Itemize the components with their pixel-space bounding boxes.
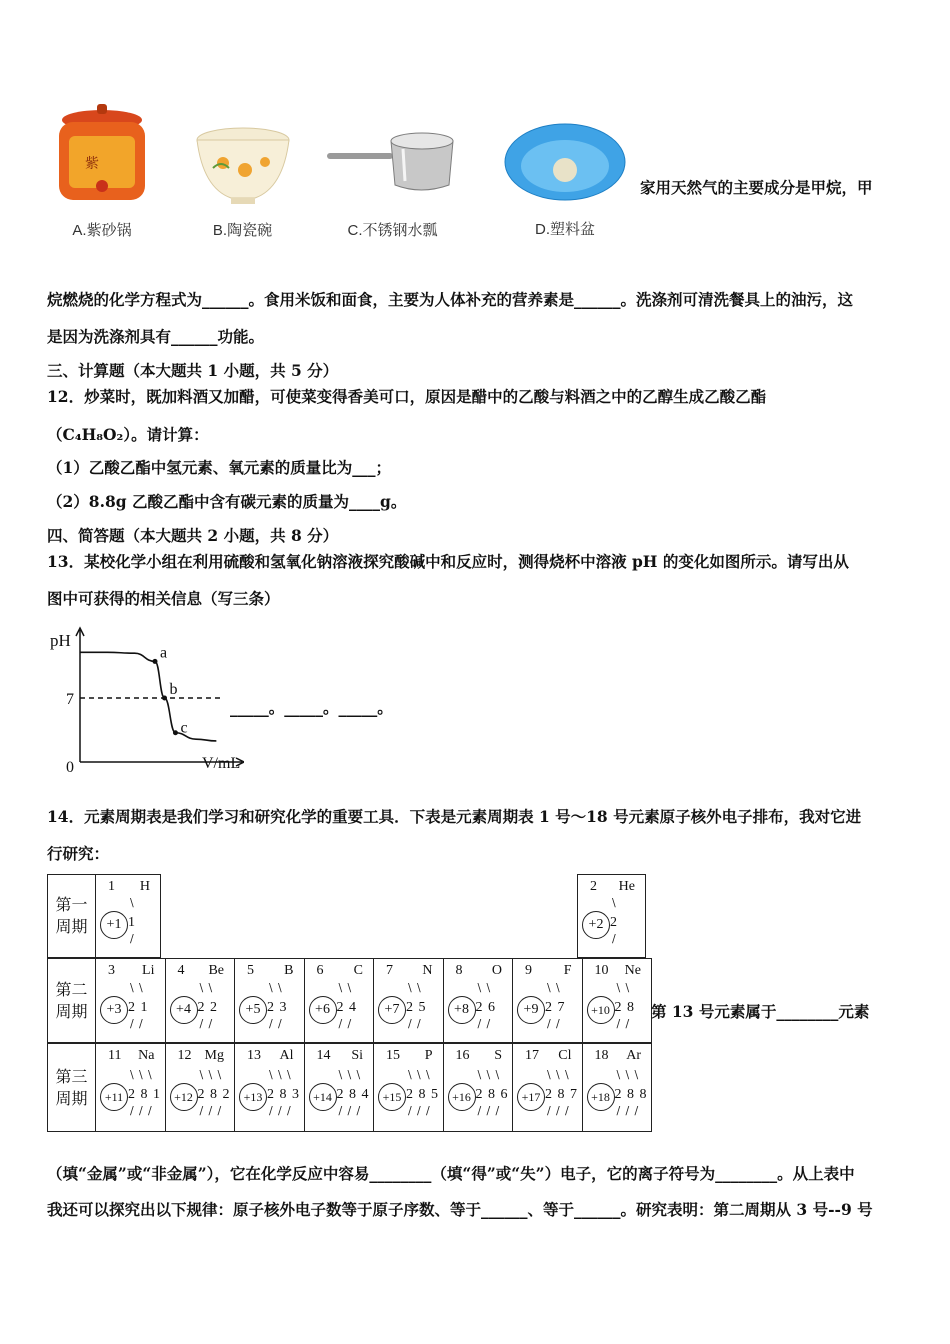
shell-arc-upper: \	[486, 1067, 491, 1081]
shell-arc-upper: \	[486, 980, 491, 994]
element-cell-H	[95, 874, 161, 958]
element-symbol: P	[424, 1048, 433, 1063]
period-label-cell	[47, 958, 96, 1043]
point-a	[153, 659, 158, 664]
shell-arc-lower: /	[139, 1103, 143, 1117]
electron-shells: 2 2	[197, 999, 218, 1015]
shell-arc-lower: /	[338, 1103, 343, 1117]
shell-arc-upper: \	[556, 980, 560, 994]
shell-arc-upper: \	[208, 980, 213, 994]
caption-b: B.陶瓷碗	[212, 222, 273, 239]
electron-shells: 2 8 2	[197, 1086, 231, 1102]
electron-shells: 2 8 1	[128, 1086, 161, 1102]
shell-arc-lower: /	[616, 1103, 621, 1117]
shell-arc-lower: /	[565, 1103, 569, 1117]
nucleus-circle: +3	[100, 996, 128, 1024]
shell-arc-upper: \	[139, 1067, 143, 1081]
q14-line4: 我还可以探究出以下规律：原子核外电子数等于原子序数、等于______、等于______。研究表明：第二周期从 3 号--9 号	[47, 1200, 873, 1219]
element-symbol: N	[422, 963, 433, 978]
nucleus-circle: +11	[100, 1083, 128, 1111]
shell-arc-lower: /	[417, 1016, 421, 1030]
shell-arc-upper: \	[217, 1067, 222, 1081]
shell-arc-upper: \	[616, 1067, 621, 1081]
electron-shells: 2 4	[336, 999, 357, 1015]
atomic-number: 17	[525, 1048, 539, 1063]
shell-arc-upper: \	[547, 980, 551, 994]
shell-arc-upper: \	[278, 1067, 282, 1081]
electron-shells: 2 6	[475, 999, 496, 1015]
q14-line3: （填“金属”或“非金属”），它在化学反应中容易________（填“得”或“失”）电子，它的离子符号为________。从上表中	[47, 1164, 855, 1183]
svg-text:紫: 紫	[85, 156, 99, 172]
shell-arc-upper: \	[408, 980, 412, 994]
element-symbol: Al	[279, 1048, 294, 1063]
atomic-number: 11	[108, 1048, 122, 1063]
y-axis-label: pH	[50, 631, 71, 650]
shell-arc-lower: /	[477, 1016, 482, 1030]
shell-arc-lower: /	[278, 1103, 282, 1117]
point-c	[173, 730, 178, 735]
shell-arc-lower: /	[634, 1103, 639, 1117]
atomic-number: 8	[455, 963, 463, 978]
shell-arc-lower: /	[130, 1103, 134, 1117]
shell-arc-lower: /	[547, 1016, 551, 1030]
atomic-number: 13	[247, 1048, 261, 1063]
element-cell-Si	[304, 1043, 375, 1132]
section-4-heading: 四、简答题（本大题共 2 小题，共 8 分）	[47, 526, 339, 545]
caption-d: D.塑料盆	[534, 221, 595, 238]
nucleus-circle: +4	[170, 996, 198, 1024]
ph-curve	[80, 652, 216, 741]
text-line2: 烷燃烧的化学方程式为______。食用米饭和面食，主要为人体补充的营养素是______。洗涤剂可清洗餐具上的油污，这	[47, 290, 854, 309]
shell-arc-lower: /	[616, 1016, 621, 1030]
q12-line1: 12．炒菜时，既加料酒又加醋，可使菜变得香美可口，原因是醋中的乙酸与料酒之中的乙醇生成乙酸乙酯	[47, 387, 767, 406]
element-symbol: O	[491, 963, 502, 978]
shell-arc-upper: \	[347, 1067, 352, 1081]
text-line3: 是因为洗涤剂具有______功能。	[47, 327, 265, 346]
nucleus-circle: +13	[239, 1083, 267, 1111]
shell-arc-upper: \	[139, 980, 143, 994]
element-symbol: He	[618, 879, 635, 894]
period-label: 第三 周期	[55, 1066, 88, 1108]
shell-arc-lower: /	[547, 1103, 551, 1117]
ceramic-bowl-icon	[193, 118, 293, 215]
shell-arc-upper: \	[199, 980, 204, 994]
nucleus-circle: +12	[170, 1083, 198, 1111]
nucleus-circle: +16	[448, 1083, 476, 1111]
electron-shells: 2 8	[614, 999, 635, 1015]
element-symbol: Ar	[626, 1048, 641, 1063]
section-3-heading: 三、计算题（本大题共 1 小题，共 5 分）	[47, 361, 339, 380]
atomic-number: 15	[386, 1048, 400, 1063]
shell-arc-upper: \	[426, 1067, 430, 1081]
shell-arc-lower: /	[338, 1016, 343, 1030]
electron-shells: 2 3	[267, 999, 288, 1015]
element-cell-B	[234, 958, 305, 1043]
element-symbol: Li	[142, 963, 155, 978]
shell-arc-lower: /	[426, 1103, 430, 1117]
q14-side-text: 第 13 号元素属于________元素	[651, 1002, 870, 1021]
element-cell-Cl	[512, 1043, 583, 1132]
electron-shells: 2 1	[128, 999, 149, 1015]
atomic-number: 9	[525, 963, 532, 978]
shell-arc-upper: \	[625, 980, 630, 994]
ph-chart	[44, 622, 244, 782]
shell-arc-upper: \	[130, 896, 134, 909]
periodic-table	[47, 874, 646, 1132]
shell-arc-upper: \	[269, 980, 273, 994]
shell-arc-lower: /	[130, 932, 134, 945]
shell-arc-upper: \	[208, 1067, 213, 1081]
shell-arc-upper: \	[287, 1067, 291, 1081]
q14-line2: 行研究：	[47, 844, 110, 863]
shell-arc-lower: /	[625, 1103, 630, 1117]
shell-arc-upper: \	[130, 1067, 134, 1081]
electron-shells: 2 8 3	[267, 1086, 300, 1102]
electron-shells: 2 8 6	[475, 1086, 509, 1102]
element-symbol: S	[494, 1048, 502, 1063]
atomic-number: 18	[594, 1048, 609, 1063]
shell-arc-lower: /	[612, 932, 616, 945]
shell-arc-lower: /	[217, 1103, 222, 1117]
element-cell-F	[512, 958, 583, 1043]
element-cell-Mg	[165, 1043, 236, 1132]
shell-arc-lower: /	[347, 1016, 352, 1030]
shell-arc-lower: /	[556, 1016, 560, 1030]
shell-arc-lower: /	[269, 1016, 273, 1030]
atomic-number: 4	[177, 963, 185, 978]
element-cell-O	[443, 958, 514, 1043]
shell-arc-lower: /	[139, 1016, 143, 1030]
nucleus-circle: +14	[309, 1083, 337, 1111]
nucleus-circle: +17	[517, 1083, 545, 1111]
shell-arc-lower: /	[199, 1103, 204, 1117]
nucleus-circle: +5	[239, 996, 267, 1024]
shell-arc-upper: \	[148, 1067, 152, 1081]
shell-arc-lower: /	[269, 1103, 273, 1117]
atomic-number: 6	[316, 963, 324, 978]
element-symbol: Be	[208, 963, 224, 978]
element-cell-N	[373, 958, 444, 1043]
element-cell-He	[577, 874, 646, 958]
shell-arc-upper: \	[477, 1067, 482, 1081]
steel-ladle-figure	[325, 125, 460, 240]
electron-shells: 2 8 8	[614, 1086, 648, 1102]
atomic-number: 14	[316, 1048, 331, 1063]
nucleus-circle: +15	[378, 1083, 406, 1111]
shell-arc-upper: \	[408, 1067, 412, 1081]
shell-arc-upper: \	[278, 980, 282, 994]
atomic-number: 16	[455, 1048, 470, 1063]
shell-arc-upper: \	[625, 1067, 630, 1081]
shell-arc-lower: /	[278, 1016, 282, 1030]
element-cell-S	[443, 1043, 514, 1132]
nucleus-circle: +7	[378, 996, 406, 1024]
electron-shells: 2 8 5	[406, 1086, 439, 1102]
element-cell-Be	[165, 958, 236, 1043]
shell-arc-upper: \	[565, 1067, 569, 1081]
element-symbol: F	[563, 963, 572, 978]
shell-arc-upper: \	[547, 1067, 551, 1081]
shell-arc-lower: /	[347, 1103, 352, 1117]
electron-shells: 2 7	[545, 999, 566, 1015]
shell-arc-lower: /	[130, 1016, 134, 1030]
point-label-a: a	[160, 644, 168, 662]
shell-arc-upper: \	[634, 1067, 639, 1081]
q12-line4: （2）8.8g 乙酸乙酯中含有碳元素的质量为____g。	[47, 492, 407, 511]
shell-arc-upper: \	[199, 1067, 204, 1081]
shell-arc-lower: /	[199, 1016, 204, 1030]
point-label-b: b	[169, 681, 178, 698]
shell-arc-upper: \	[338, 980, 343, 994]
point-label-c: c	[180, 719, 188, 737]
shell-arc-upper: \	[356, 1067, 361, 1081]
shell-arc-lower: /	[287, 1103, 291, 1117]
shell-arc-upper: \	[338, 1067, 343, 1081]
ceramic-bowl-figure	[190, 118, 295, 240]
shell-arc-lower: /	[477, 1103, 482, 1117]
steel-ladle-icon	[325, 125, 460, 215]
element-cell-Ne	[582, 958, 653, 1043]
point-b	[162, 696, 167, 701]
element-symbol: C	[353, 963, 363, 978]
caption-c: C.不锈钢水瓢	[347, 222, 438, 239]
origin-label: 0	[66, 759, 74, 776]
plastic-basin-icon	[502, 122, 628, 214]
element-cell-P	[373, 1043, 444, 1132]
element-symbol: Si	[351, 1048, 363, 1063]
nucleus-circle: +9	[517, 996, 545, 1024]
shell-arc-lower: /	[495, 1103, 500, 1117]
period-label-cell	[47, 874, 96, 958]
shell-arc-upper: \	[269, 1067, 273, 1081]
ph7-label: 7	[66, 691, 74, 708]
atomic-number: 3	[108, 963, 115, 978]
caption-a: A.紫砂锅	[72, 222, 132, 239]
nucleus-circle: +1	[100, 911, 128, 939]
shell-arc-upper: \	[347, 980, 352, 994]
shell-arc-lower: /	[556, 1103, 560, 1117]
q14-line1: 14．元素周期表是我们学习和研究化学的重要工具．下表是元素周期表 1 号～18 号元素原子核外电子排布，我对它进	[47, 807, 862, 826]
element-symbol: Na	[138, 1048, 155, 1063]
element-symbol: Cl	[558, 1048, 572, 1063]
nucleus-circle: +2	[582, 911, 610, 939]
shell-arc-lower: /	[408, 1016, 412, 1030]
nucleus-circle: +6	[309, 996, 337, 1024]
shell-arc-lower: /	[417, 1103, 421, 1117]
shell-arc-upper: \	[495, 1067, 500, 1081]
shell-arc-upper: \	[130, 980, 134, 994]
shell-arc-lower: /	[486, 1103, 491, 1117]
element-cell-Li	[95, 958, 166, 1043]
shell-arc-lower: /	[208, 1103, 213, 1117]
shell-arc-lower: /	[148, 1103, 152, 1117]
element-symbol: H	[139, 879, 150, 894]
clay-pot-figure	[42, 100, 162, 240]
electron-shells: 2 5	[406, 999, 427, 1015]
shell-arc-lower: /	[408, 1103, 412, 1117]
electron-shells: 1	[128, 915, 136, 930]
electron-shells: 2 8 4	[336, 1086, 370, 1102]
atomic-number: 10	[594, 963, 609, 978]
nucleus-circle: +8	[448, 996, 476, 1024]
atomic-number: 1	[108, 879, 115, 894]
element-symbol: B	[284, 963, 294, 978]
element-cell-Al	[234, 1043, 305, 1132]
element-symbol: Mg	[204, 1048, 224, 1063]
text-line1: 家用天然气的主要成分是甲烷，甲	[640, 178, 873, 197]
element-cell-Ar	[582, 1043, 653, 1132]
atomic-number: 5	[247, 963, 254, 978]
atomic-number: 2	[590, 879, 597, 894]
electron-shells: 2	[610, 915, 618, 930]
nucleus-circle: +18	[587, 1083, 615, 1111]
period-label: 第二 周期	[55, 979, 88, 1021]
shell-arc-upper: \	[417, 1067, 421, 1081]
shell-arc-lower: /	[356, 1103, 361, 1117]
shell-arc-upper: \	[556, 1067, 560, 1081]
q13-line1: 13．某校化学小组在利用硫酸和氢氧化钠溶液探究酸碱中和反应时，测得烧杯中溶液 pH 的变化如图所示。请写出从	[47, 552, 849, 571]
atomic-number: 7	[386, 963, 393, 978]
shell-arc-upper: \	[616, 980, 621, 994]
q13-blanks: _____。_____。_____。	[230, 698, 393, 717]
q13-line2: 图中可获得的相关信息（写三条）	[47, 589, 280, 608]
element-symbol: Ne	[624, 963, 641, 978]
shell-arc-upper: \	[417, 980, 421, 994]
period-label-cell	[47, 1043, 96, 1132]
element-cell-C	[304, 958, 375, 1043]
q12-line2: （C₄H₈O₂）。请计算：	[47, 425, 209, 444]
shell-arc-upper: \	[612, 896, 616, 909]
electron-shells: 2 8 7	[545, 1086, 578, 1102]
q12-line3: （1）乙酸乙酯中氢元素、氧元素的质量比为___；	[47, 458, 392, 477]
shell-arc-upper: \	[477, 980, 482, 994]
plastic-basin-figure	[500, 122, 630, 239]
clay-pot-icon	[47, 100, 157, 215]
shell-arc-lower: /	[625, 1016, 630, 1030]
element-cell-Na	[95, 1043, 166, 1132]
period-label: 第一 周期	[55, 895, 88, 936]
shell-arc-lower: /	[486, 1016, 491, 1030]
atomic-number: 12	[177, 1048, 192, 1063]
x-axis-label: V/mL	[202, 755, 241, 772]
shell-arc-lower: /	[208, 1016, 213, 1030]
nucleus-circle: +10	[587, 996, 615, 1024]
